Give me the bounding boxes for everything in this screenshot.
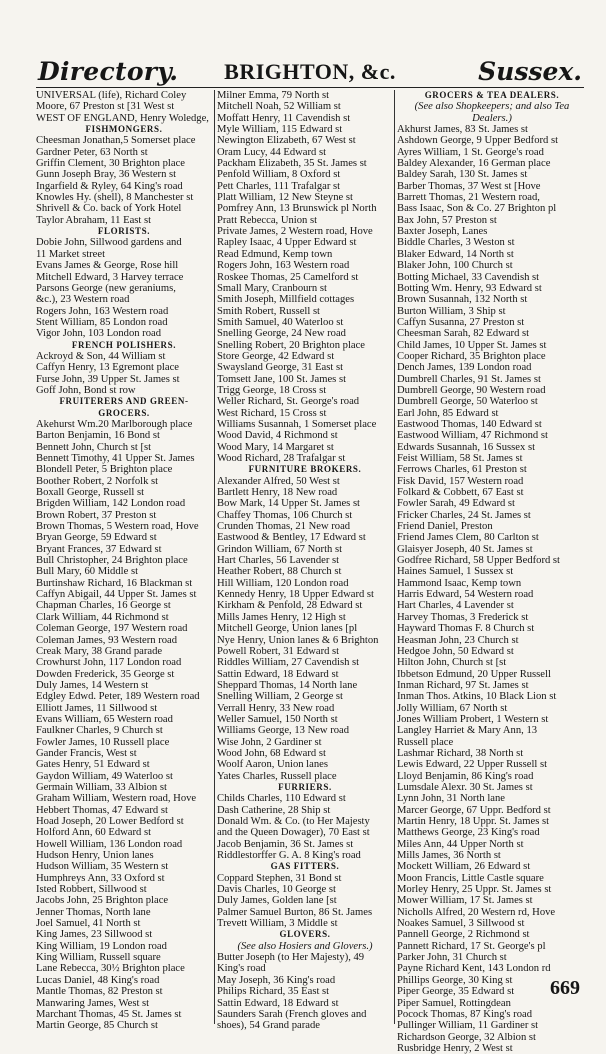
directory-entry: Mockett William, 26 Edward st xyxy=(397,861,531,873)
directory-entry: Langley Harriet & Mary Ann, 13 xyxy=(397,725,538,737)
directory-entry: Roskee Thomas, 25 Camelford st xyxy=(217,271,359,283)
directory-entry: Hebbert Thomas, 47 Edward st xyxy=(36,804,168,816)
directory-entry: Packham Elizabeth, 35 St. James st xyxy=(217,158,367,170)
directory-entry: May Joseph, 36 King's road xyxy=(217,974,336,986)
directory-entry: Griffin Clement, 30 Brighton place xyxy=(36,158,185,170)
directory-entry: Fricker Charles, 24 St. James st xyxy=(397,509,531,521)
directory-entry: Riddles William, 27 Cavendish st xyxy=(217,657,360,669)
directory-entry: Snelling George, 24 New road xyxy=(217,328,346,340)
directory-entry: Cooper Richard, 35 Brighton place xyxy=(397,350,546,362)
directory-entry: Hoad Joseph, 20 Lower Bedford st xyxy=(36,816,184,827)
directory-entry: Trevett William, 3 Middle st xyxy=(217,918,338,930)
directory-entry: Eastwood William, 47 Richmond st xyxy=(397,430,548,442)
directory-entry: Howell William, 136 London road xyxy=(36,838,183,850)
directory-entry: Evans James & George, Rose hill xyxy=(36,260,179,272)
directory-entry: Marchant Thomas, 45 St. James st xyxy=(36,1008,182,1020)
directory-entry: Jacob Benjamin, 36 St. James st xyxy=(217,838,354,850)
directory-entry: Lynn John, 31 North lane xyxy=(397,793,505,805)
directory-entry: Store George, 42 Edward st xyxy=(217,350,335,362)
directory-entry: Manwaring James, West st xyxy=(36,997,150,1009)
directory-columns xyxy=(36,90,584,1054)
directory-entry: Glaisyer Joseph, 40 St. James st xyxy=(397,543,533,555)
directory-entry: Saunders Sarah (French gloves and xyxy=(217,1008,367,1020)
directory-entry: Pullinger William, 11 Gardiner st xyxy=(397,1020,539,1032)
directory-entry: Clark William, 44 Richmond st xyxy=(36,611,169,623)
directory-entry: Cheesman Sarah, 82 Edward st xyxy=(397,328,530,340)
directory-entry: Baldey Alexander, 16 German place xyxy=(397,158,551,170)
directory-entry: Fisk David, 157 Western road xyxy=(397,475,524,487)
directory-entry: Rogers John, 163 Western road xyxy=(217,260,350,272)
directory-entry: Inman Richard, 97 St. James st xyxy=(397,679,529,691)
directory-entry: King William, 19 London road xyxy=(36,940,167,952)
directory-entry: King's road xyxy=(217,963,266,975)
directory-entry: Rapley Isaac, 4 Upper Edward st xyxy=(217,237,357,249)
directory-entry: Ayres William, 1 St. George's road xyxy=(397,146,544,158)
section-heading: GROCERS. xyxy=(98,407,150,418)
directory-entry: Palmer Samuel Burton, 86 St. James xyxy=(217,906,373,918)
directory-entry: Brown Susannah, 132 North st xyxy=(397,294,528,306)
directory-entry: Botting Wm. Henry, 93 Edward st xyxy=(397,282,542,294)
directory-entry: Pett Charles, 111 Trafalgar st xyxy=(217,180,341,192)
section-heading: GAS FITTERS. xyxy=(270,861,340,872)
directory-entry: Smith Joseph, Millfield cottages xyxy=(217,294,355,306)
header-rule xyxy=(36,87,584,88)
directory-entry: Folkard & Cobbett, 67 East st xyxy=(397,487,524,499)
directory-entry: Boother Robert, 2 Norfolk st xyxy=(36,475,159,487)
directory-entry: Donald Wm. & Co. (to Her Majesty xyxy=(217,816,370,827)
directory-entry: Ferrows Charles, 61 Preston st xyxy=(397,464,527,476)
section-heading: FURNITURE BROKERS. xyxy=(248,464,362,475)
directory-entry: Russell place xyxy=(397,736,454,748)
directory-entry: Matthews George, 23 King's road xyxy=(397,827,540,839)
directory-entry: Heasman John, 23 Church st xyxy=(397,634,519,646)
running-head-right: Sussex. xyxy=(478,57,582,86)
directory-entry: Friend Daniel, Preston xyxy=(397,521,493,533)
directory-entry: Hilton John, Church st [st xyxy=(397,657,507,669)
directory-entry: Bow Mark, 14 Upper St. James st xyxy=(217,498,361,510)
directory-entry: Ashdown George, 9 Upper Bedford st xyxy=(397,135,559,147)
directory-entry: Stent William, 85 London road xyxy=(36,316,168,328)
directory-entry: Oram Lucy, 44 Edward st xyxy=(217,146,327,158)
directory-entry: Friend James Clem, 80 Carlton st xyxy=(397,532,539,544)
directory-entry: Goff John, Bond st row xyxy=(36,384,136,396)
column-middle xyxy=(214,90,393,1032)
directory-entry: Barrett Thomas, 21 Western road, xyxy=(397,192,540,204)
directory-entry: Brown Thomas, 5 Western road, Hove xyxy=(36,521,199,533)
section-heading: FURRIERS. xyxy=(278,781,332,792)
directory-entry: Lashmar Richard, 38 North st xyxy=(397,747,524,759)
section-note: (See also Hosiers and Glovers.) xyxy=(237,940,373,952)
directory-entry: Bryant Frances, 37 Edward st xyxy=(36,543,162,555)
directory-entry: Dowden Frederick, 35 George st xyxy=(36,668,175,680)
column-right xyxy=(394,90,587,1054)
directory-entry: Graham William, Western road, Hove xyxy=(36,793,197,805)
directory-entry: Coleman George, 197 Western road xyxy=(36,623,188,635)
directory-entry: Botting Michael, 33 Cavendish st xyxy=(397,271,540,283)
running-head-center: BRIGHTON, &c. xyxy=(224,59,396,84)
section-note: Dealers.) xyxy=(472,112,512,124)
directory-entry: Snelling William, 2 George st xyxy=(217,691,344,703)
directory-entry: Hill William, 120 London road xyxy=(217,577,349,589)
directory-entry: Haines Samuel, 1 Sussex st xyxy=(397,566,514,578)
directory-entry: Pocock Thomas, 87 King's road xyxy=(397,1008,533,1020)
directory-entry: Humphreys Ann, 33 Oxford st xyxy=(36,872,165,884)
directory-entry: Piper Samuel, Rottingdean xyxy=(397,997,511,1009)
directory-entry: Richardson George, 32 Albion st xyxy=(397,1031,536,1043)
directory-entry: Blaker John, 100 Church st xyxy=(397,260,513,272)
directory-entry: Nicholls Alfred, 20 Western rd, Hove xyxy=(397,906,556,918)
directory-entry: Noakes Samuel, 3 Sillwood st xyxy=(397,918,525,930)
directory-entry: Small Mary, Cranbourn st xyxy=(217,282,327,294)
directory-entry: Boxall George, Russell st xyxy=(36,487,145,499)
directory-entry: Mitchell Edward, 3 Harvey terrace xyxy=(36,271,184,283)
directory-entry: Dobie John, Sillwood gardens and xyxy=(36,237,182,249)
directory-entry: Cheesman Jonathan,5 Somerset place xyxy=(36,135,196,147)
directory-entry: Blaker Edward, 14 North st xyxy=(397,248,514,260)
directory-entry: Piper George, 35 Edward st xyxy=(397,986,515,998)
directory-entry: Earl John, 85 Edward st xyxy=(397,407,499,419)
directory-entry: Joel Samuel, 41 North st xyxy=(36,918,141,930)
directory-entry: Marcer George, 67 Uppr. Bedford st xyxy=(397,804,551,816)
directory-entry: Parker John, 31 Church st xyxy=(397,952,507,964)
directory-entry: Martin Henry, 18 Uppr. St. James st xyxy=(397,816,550,827)
directory-entry: Pannett Richard, 17 St. George's pl xyxy=(397,940,546,952)
directory-entry: Hart Charles, 4 Lavender st xyxy=(397,600,514,612)
directory-entry: Milner Emma, 79 North st xyxy=(217,90,330,101)
directory-entry: Butter Joseph (to Her Majesty), 49 xyxy=(217,952,365,964)
directory-entry: Harvey Thomas, 3 Frederick st xyxy=(397,611,529,623)
directory-entry: Pratt Rebecca, Union st xyxy=(217,214,318,226)
directory-entry: Weller Samuel, 150 North st xyxy=(217,713,338,725)
directory-entry: Knowles Hy. (shell), 8 Manchester st xyxy=(36,192,194,204)
directory-entry: Baldey Sarah, 130 St. James st xyxy=(397,169,528,181)
directory-entry: Inman Thos. Atkins, 10 Black Lion st xyxy=(397,691,557,703)
page-number: 669 xyxy=(546,977,580,1000)
directory-entry: Eastwood Thomas, 140 Edward st xyxy=(397,418,542,430)
directory-entry: Jenner Thomas, North lane xyxy=(36,906,151,918)
directory-entry: Rogers John, 163 Western road xyxy=(36,305,169,317)
directory-entry: Bass Isaac, Son & Co. 27 Brighton pl xyxy=(397,203,557,215)
directory-entry: Mills James, 36 North st xyxy=(397,850,501,862)
section-note: (See also Shopkeepers; and also Tea xyxy=(414,101,570,113)
directory-entry: Fowler James, 10 Russell place xyxy=(36,736,170,748)
directory-entry: Hart Charles, 56 Lavender st xyxy=(217,555,340,567)
column-left xyxy=(36,90,212,1032)
directory-entry: Dash Catherine, 28 Ship st xyxy=(217,804,331,816)
directory-entry: Evans William, 65 Western road xyxy=(36,713,173,725)
directory-entry: Mills James Henry, 12 High st xyxy=(217,611,346,623)
directory-entry: Sheppard Thomas, 14 North lane xyxy=(217,679,358,691)
directory-entry: Gardner Peter, 63 North st xyxy=(36,146,148,158)
directory-entry: Creak Mary, 38 Grand parade xyxy=(36,645,163,657)
directory-entry: Bennett John, Church st [st xyxy=(36,441,152,453)
directory-entry: Verrall Henry, 33 New road xyxy=(217,702,335,714)
directory-entry: Baxter Joseph, Lanes xyxy=(397,226,488,238)
directory-entry: Hudson Henry, Union lanes xyxy=(36,850,154,862)
directory-entry: Newington Elizabeth, 67 West st xyxy=(217,135,356,147)
directory-entry: Martin George, 85 Church st xyxy=(36,1020,158,1032)
directory-entry: &c.), 23 Western road xyxy=(36,294,130,306)
directory-entry: Moffatt Henry, 11 Cavendish st xyxy=(217,112,351,124)
directory-entry: Private James, 2 Western road, Hove xyxy=(217,226,373,238)
directory-entry: Sattin Edward, 18 Edward st xyxy=(217,668,339,680)
directory-entry: Childs Charles, 110 Edward st xyxy=(217,793,346,805)
directory-entry: Barber Thomas, 37 West st [Hove xyxy=(397,180,541,192)
directory-entry: Edwards Susannah, 16 Sussex st xyxy=(397,441,536,453)
directory-entry: Hammond Isaac, Kemp town xyxy=(397,577,522,589)
directory-entry: King William, Russell square xyxy=(36,952,161,964)
directory-entry: Moore, 67 Preston st [31 West st xyxy=(36,101,175,113)
directory-entry: Lucas Daniel, 48 King's road xyxy=(36,974,160,986)
directory-entry: 11 Market street xyxy=(36,248,106,260)
directory-entry: Dumbrell George, 90 Western road xyxy=(397,384,546,396)
directory-entry: Moon Francis, Little Castle square xyxy=(397,872,544,884)
directory-entry: Payne Richard Kent, 143 London rd xyxy=(397,963,551,975)
directory-entry: Lewis Edward, 22 Upper Russell st xyxy=(397,759,548,771)
directory-entry: Child James, 10 Upper St. James st xyxy=(397,339,547,351)
directory-entry: Pannell George, 2 Richmond st xyxy=(397,929,530,941)
directory-entry: Caffyn Henry, 13 Egremont place xyxy=(36,362,179,374)
directory-entry: Bartlett Henry, 18 New road xyxy=(217,487,338,499)
directory-entry: Germain William, 33 Albion st xyxy=(36,781,167,793)
directory-entry: Snelling Robert, 20 Brighton place xyxy=(217,339,365,351)
directory-entry: Riddlestorffer G. A. 8 King's road xyxy=(217,850,361,862)
directory-entry: Jones William Probert, 1 Western st xyxy=(397,713,549,725)
section-heading: FISHMONGERS. xyxy=(85,124,163,135)
directory-entry: Hudson William, 35 Western st xyxy=(36,861,169,873)
directory-entry: Fowler Sarah, 49 Edward st xyxy=(397,498,515,510)
directory-entry: Dumbrell Charles, 91 St. James st xyxy=(397,373,541,385)
directory-entry: Read Edmund, Kemp town xyxy=(217,248,333,260)
directory-entry: Mantle Thomas, 82 Preston st xyxy=(36,986,163,998)
directory-entry: Davis Charles, 10 George st xyxy=(217,884,336,896)
directory-entry: Nye Henry, Union lanes & 6 Brighton xyxy=(217,634,379,646)
directory-entry: Coppard Stephen, 31 Bond st xyxy=(217,872,342,884)
running-head-left: Directory. xyxy=(38,57,179,86)
directory-entry: Wood John, 68 Edward st xyxy=(217,747,326,759)
directory-entry: King James, 23 Sillwood st xyxy=(36,929,153,941)
directory-entry: Isted Robbert, Sillwood st xyxy=(36,884,147,896)
directory-entry: Godfree Richard, 58 Upper Bedford st xyxy=(397,555,560,567)
section-heading: GROCERS & TEA DEALERS. xyxy=(424,90,560,100)
directory-entry: Phillips George, 30 King st xyxy=(397,974,513,986)
directory-entry: Pomfrey Ann, 13 Brunswick pl North xyxy=(217,203,377,215)
directory-entry: Lumsdale Alexr. 30 St. James st xyxy=(397,781,533,793)
directory-entry: Morley Henry, 25 Uppr. St. James st xyxy=(397,884,552,896)
directory-entry: Philips Richard, 35 East st xyxy=(217,986,330,998)
directory-entry: Lane Rebecca, 30½ Brighton place xyxy=(36,963,185,975)
directory-entry: Ingarfield & Ryley, 64 King's road xyxy=(36,180,183,192)
directory-entry: Furse John, 39 Upper St. James st xyxy=(36,373,180,385)
directory-entry: Mower William, 17 St. James st xyxy=(397,895,533,907)
directory-entry: Platt William, 12 New Steyne st xyxy=(217,192,353,204)
directory-entry: Faulkner Charles, 9 Church st xyxy=(36,725,163,737)
section-heading: FRUITERERS AND GREEN- xyxy=(59,396,189,407)
directory-entry: Miles Ann, 44 Upper North st xyxy=(397,838,524,850)
directory-entry: Akehurst Wm.20 Marlborough place xyxy=(36,418,193,430)
directory-entry: Burton William, 3 Ship st xyxy=(397,305,506,317)
directory-entry: Duly James, Golden lane [st xyxy=(217,895,337,907)
directory-entry: Powell Robert, 31 Edward st xyxy=(217,645,340,657)
directory-entry: Taylor Abraham, 11 East st xyxy=(36,214,152,226)
directory-entry: Eastwood & Bentley, 17 Edward st xyxy=(217,532,366,544)
directory-entry: Coleman James, 93 Western road xyxy=(36,634,178,646)
directory-entry: Wood Mary, 14 Margaret st xyxy=(217,441,334,453)
directory-entry: Kennedy Henry, 18 Upper Edward st xyxy=(217,589,374,601)
directory-entry: Gunn Joseph Bray, 36 Western st xyxy=(36,169,177,181)
directory-entry: WEST OF ENGLAND, Henry Woledge, xyxy=(36,112,209,124)
directory-entry: Dumbrell George, 50 Waterloo st xyxy=(397,396,538,408)
directory-entry: Harris Edward, 54 Western road xyxy=(397,589,534,601)
directory-entry: Tomsett Jane, 100 St. James st xyxy=(217,373,347,385)
directory-entry: Dench James, 139 London road xyxy=(397,362,532,374)
directory-entry: Jacobs John, 25 Brighton place xyxy=(36,895,169,907)
directory-entry: Alexander Alfred, 50 West st xyxy=(217,475,340,487)
section-heading: FLORISTS. xyxy=(97,226,151,237)
directory-entry: Bryan George, 59 Edward st xyxy=(36,532,157,544)
directory-entry: Brown Robert, 37 Preston st xyxy=(36,509,157,521)
directory-entry: Hayward Thomas F. 8 Church st xyxy=(397,623,535,635)
directory-entry: Sattin Edward, 18 Edward st xyxy=(217,997,339,1009)
directory-entry: Parsons George (new geraniums, xyxy=(36,282,176,294)
directory-entry: Lloyd Benjamin, 86 King's road xyxy=(397,770,534,782)
directory-entry: Woolf Aaron, Union lanes xyxy=(217,759,328,771)
directory-entry: Swaysland George, 31 East st xyxy=(217,362,344,374)
directory-entry: Smith Samuel, 40 Waterloo st xyxy=(217,316,344,328)
page-header xyxy=(36,57,584,87)
directory-entry: Mitchell George, Union lanes [pl xyxy=(217,623,358,635)
directory-entry: West Richard, 15 Cross st xyxy=(217,407,327,419)
directory-entry: Williams George, 13 New road xyxy=(217,725,350,737)
directory-entry: Myle William, 115 Edward st xyxy=(217,124,343,136)
directory-entry: UNIVERSAL (life), Richard Coley xyxy=(36,90,187,101)
directory-entry: Trigg George, 18 Cross st xyxy=(217,384,327,396)
directory-entry: Edgley Edwd. Peter, 189 Western road xyxy=(36,691,200,703)
directory-entry: Wood Richard, 28 Trafalgar st xyxy=(217,453,346,464)
directory-entry: Bull Mary, 60 Middle st xyxy=(36,566,139,578)
directory-entry: Crowhurst John, 117 London road xyxy=(36,657,182,669)
directory-entry: Brigden William, 142 London road xyxy=(36,498,186,510)
directory-entry: Shrivell & Co. back of York Hotel xyxy=(36,203,182,215)
directory-entry: Vigor John, 103 London road xyxy=(36,328,162,340)
directory-entry: Mitchell Noah, 52 William st xyxy=(217,101,341,113)
directory-entry: Bull Christopher, 24 Brighton place xyxy=(36,555,188,567)
directory-entry: Chaffey Thomas, 106 Church st xyxy=(217,509,353,521)
directory-entry: Rusbridge Henry, 2 West st xyxy=(397,1042,513,1054)
directory-entry: Gander Francis, West st xyxy=(36,747,137,759)
directory-entry: Grindon William, 67 North st xyxy=(217,543,343,555)
directory-entry: shoes), 54 Grand parade xyxy=(217,1020,320,1032)
directory-entry: Smith Robert, Russell st xyxy=(217,305,321,317)
directory-entry: Kirkham & Penfold, 28 Edward st xyxy=(217,600,363,612)
directory-entry: Burtinshaw Richard, 16 Blackman st xyxy=(36,577,193,589)
directory-entry: Caffyn Susanna, 27 Preston st xyxy=(397,316,525,328)
directory-entry: Duly James, 14 Western st xyxy=(36,679,149,691)
directory-entry: Hedgoe John, 50 Edward st xyxy=(397,645,514,657)
directory-entry: Jolly William, 67 North st xyxy=(397,702,508,714)
directory-entry: Gates Henry, 51 Edward st xyxy=(36,759,150,771)
directory-entry: Chapman Charles, 16 George st xyxy=(36,600,171,612)
directory-entry: Gaydon William, 49 Waterloo st xyxy=(36,770,173,782)
directory-entry: and the Queen Dowager), 70 East st xyxy=(217,827,370,839)
section-heading: GLOVERS. xyxy=(279,929,331,940)
directory-entry: Williams Susannah, 1 Somerset place xyxy=(217,418,377,430)
section-heading: FRENCH POLISHERS. xyxy=(71,339,177,350)
directory-entry: Ibbetson Edmund, 20 Upper Russell xyxy=(397,668,551,680)
directory-entry: Weller Richard, St. George's road xyxy=(217,396,360,408)
directory-entry: Penfold William, 8 Oxford st xyxy=(217,169,341,181)
directory-entry: Feist William, 58 St. James st xyxy=(397,453,523,464)
directory-entry: Biddle Charles, 3 Weston st xyxy=(397,237,515,249)
directory-entry: Ackroyd & Son, 44 William st xyxy=(36,350,166,362)
directory-entry: Crunden Thomas, 21 New road xyxy=(217,521,351,533)
directory-entry: Barton Benjamin, 16 Bond st xyxy=(36,430,160,442)
directory-entry: Elliott James, 11 Sillwood st xyxy=(36,702,158,714)
directory-entry: Yates Charles, Russell place xyxy=(217,770,337,782)
directory-entry: Bax John, 57 Preston st xyxy=(397,214,497,226)
directory-entry: Wise John, 2 Gardiner st xyxy=(217,736,322,748)
directory-entry: Holford Ann, 60 Edward st xyxy=(36,827,152,839)
directory-entry: Blondell Peter, 5 Brighton place xyxy=(36,464,173,476)
directory-entry: Heather Robert, 88 Church st xyxy=(217,566,342,578)
directory-entry: Bennett Timothy, 41 Upper St. James xyxy=(36,453,195,464)
directory-entry: Caffyn Abigail, 44 Upper St. James st xyxy=(36,589,197,601)
directory-entry: Akhurst James, 83 St. James st xyxy=(397,124,528,136)
directory-entry: Wood David, 4 Richmond st xyxy=(217,430,338,442)
